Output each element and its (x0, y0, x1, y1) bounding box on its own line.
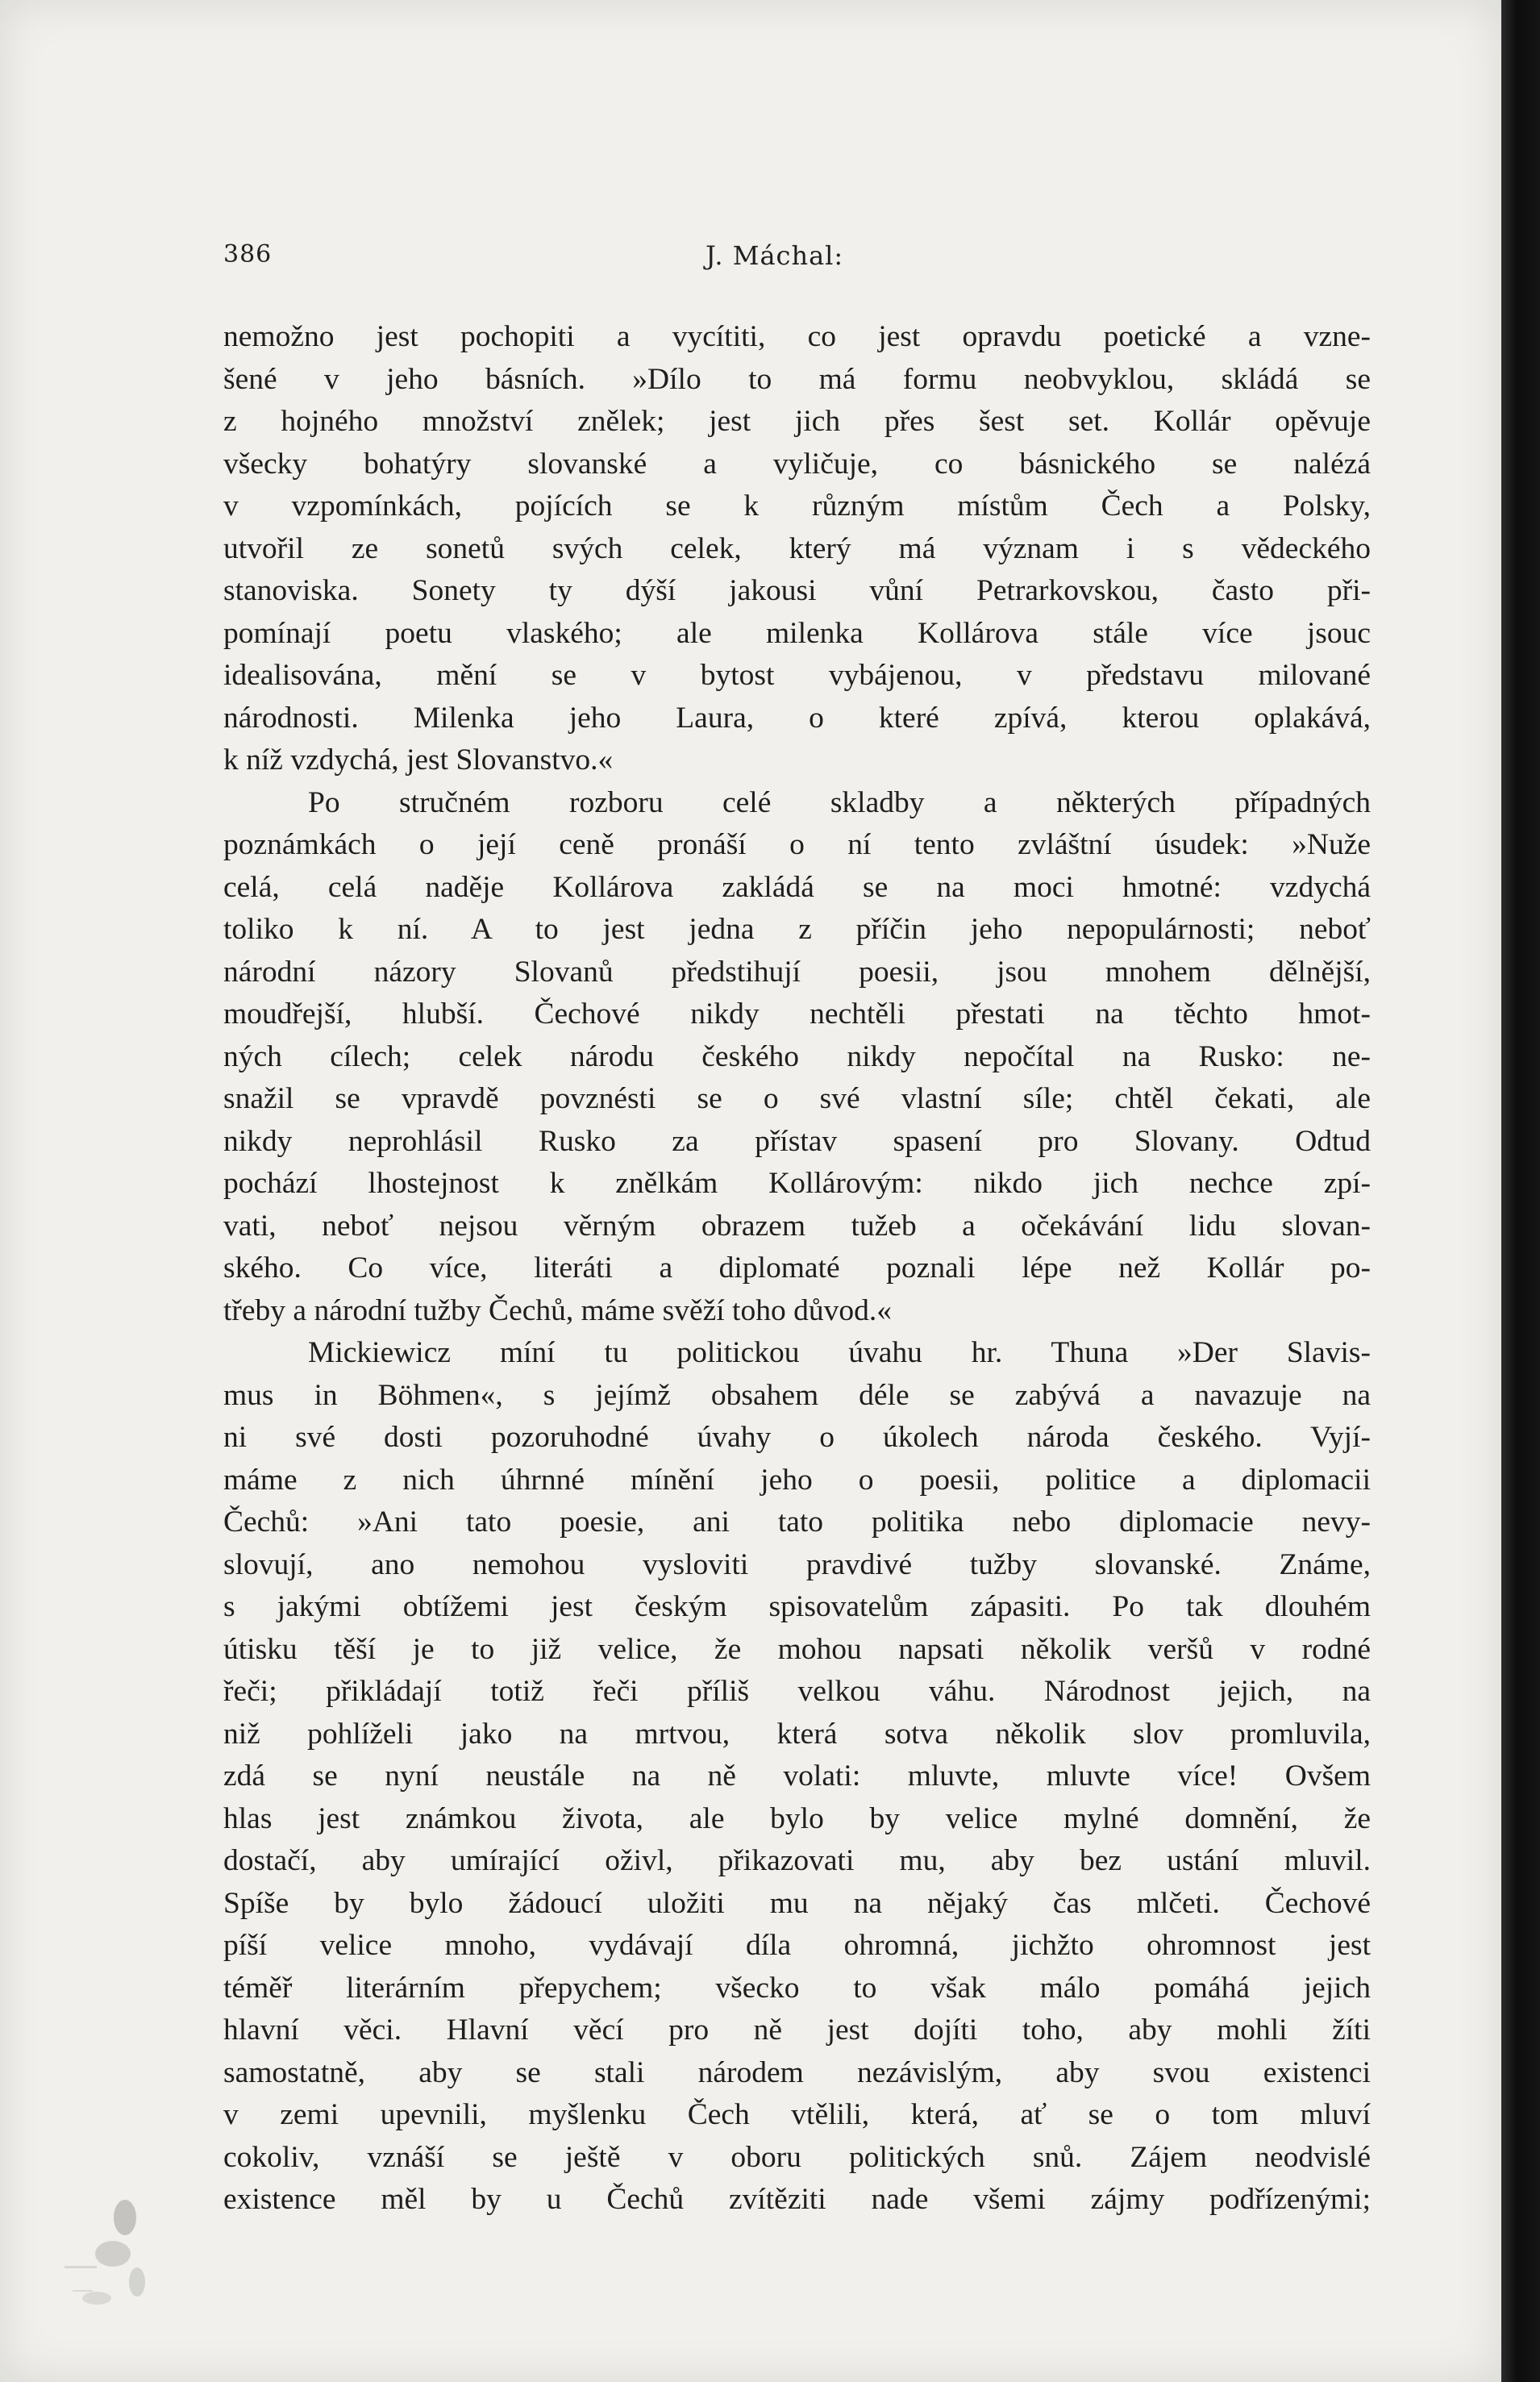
text-line: poznámkách o její ceně pronáší o ní tento zvláštní úsudek: »Nuže (223, 828, 1371, 861)
text-line: hlavní věci. Hlavní věcí pro ně jest dojíti toho, aby mohli žíti (223, 2013, 1371, 2047)
text-line: máme z nich úhrnné mínění jeho o poesii, politice a diplomacii (223, 1463, 1371, 1497)
text-line: národní názory Slovanů předstihují poesii, jsou mnohem dělnější, (223, 955, 1371, 989)
running-head: J. Máchal: (705, 240, 844, 271)
text-line: snažil se vpravdě povznésti se o své vlastní síle; chtěl čekati, ale (223, 1082, 1371, 1115)
text-line: existence měl by u Čechů zvítěziti nade všemi zájmy podřízenými; (223, 2183, 1371, 2216)
text-line: k níž vzdychá, jest Slovanstvo.« (223, 743, 614, 777)
text-line: z hojného množství znělek; jest jich přes šest set. Kollár opěvuje (223, 405, 1371, 438)
text-line: téměř literárním přepychem; všecko to však málo pomáhá jejich (223, 1971, 1371, 2005)
text-line: samostatně, aby se stali národem nezávislým, aby svou existenci (223, 2055, 1371, 2089)
text-line: všecky bohatýry slovanské a vyličuje, co básnického se nalézá (223, 447, 1371, 481)
body-text (223, 316, 1371, 2222)
text-line: idealisována, mění se v bytost vybájenou, v představu milované (223, 659, 1371, 692)
text-line: zdá se nyní neustále na ně volati: mluvte, mluvte více! Ovšem (223, 1759, 1371, 1793)
text-line: dostačí, aby umírající oživl, přikazovati mu, aby bez ustání mluvil. (223, 1844, 1371, 1877)
text-line: Čechů: »Ani tato poesie, ani tato politika nebo diplomacie nevy- (223, 1505, 1371, 1539)
text-line: třeby a národní tužby Čechů, máme svěží toho důvod.« (223, 1293, 892, 1327)
text-line: niž pohlíželi jako na mrtvou, která sotva několik slov promluvila, (223, 1717, 1371, 1751)
page-number: 386 (223, 240, 273, 269)
text-line: útisku těší je to již velice, že mohou napsati několik veršů v rodné (223, 1632, 1371, 1666)
text-line: toliko k ní. A to jest jedna z příčin jeho nepopulárnosti; neboť (223, 913, 1371, 946)
text-line: s jakými obtížemi jest českým spisovatelům zápasiti. Po tak dlouhém (223, 1590, 1371, 1623)
text-line: Po stručném rozboru celé skladby a některých případných (308, 785, 1371, 819)
text-line: ského. Co více, literáti a diplomaté poznali lépe než Kollár po- (223, 1251, 1371, 1285)
page-header (223, 240, 1371, 279)
text-line: nikdy neprohlásil Rusko za přístav spasení pro Slovany. Odtud (223, 1124, 1371, 1158)
text-line: vati, neboť nejsou věrným obrazem tužeb a očekávání lidu slovan- (223, 1209, 1371, 1243)
text-line: pochází lhostejnost k znělkám Kollárovým: nikdo jich nechce zpí- (223, 1167, 1371, 1200)
text-line: pomínají poetu vlaského; ale milenka Kollárova stále více jsouc (223, 616, 1371, 650)
text-line: nemožno jest pochopiti a vycítiti, co jest opravdu poetické a vzne- (223, 320, 1371, 353)
text-line: ných cílech; celek národu českého nikdy nepočítal na Rusko: ne- (223, 1039, 1371, 1073)
text-line: cokoliv, vznáší se ještě v oboru politických snů. Zájem neodvislé (223, 2140, 1371, 2174)
text-line: Mickiewicz míní tu politickou úvahu hr. Thuna »Der Slavis- (308, 1336, 1371, 1369)
text-line: řeči; přikládají totiž řeči příliš velkou váhu. Národnost jejich, na (223, 1675, 1371, 1708)
text-line: národnosti. Milenka jeho Laura, o které zpívá, kterou oplakává, (223, 701, 1371, 735)
text-line: Spíše by bylo žádoucí uložiti mu na nějaký čas mlčeti. Čechové (223, 1886, 1371, 1920)
text-line: celá, celá naděje Kollárova zakládá se na moci hmotné: vzdychá (223, 870, 1371, 904)
text-line: mus in Böhmen«, s jejímž obsahem déle se zabývá a navazuje na (223, 1378, 1371, 1412)
scan-right-edge (1501, 0, 1540, 2382)
text-line: v zemi upevnili, myšlenku Čech vtělili, která, ať se o tom mluví (223, 2098, 1371, 2131)
text-line: slovují, ano nemohou vysloviti pravdivé tužby slovanské. Známe, (223, 1547, 1371, 1581)
text-line: stanoviska. Sonety ty dýší jakousi vůní Petrarkovskou, často při- (223, 574, 1371, 607)
text-line: hlas jest známkou života, ale bylo by velice mylné domnění, že (223, 1801, 1371, 1835)
text-line: utvořil ze sonetů svých celek, který má význam i s vědeckého (223, 531, 1371, 565)
text-line: v vzpomínkách, pojících se k různým místům Čech a Polsky, (223, 489, 1371, 523)
ink-smudge-icon (48, 2169, 177, 2330)
text-line: šené v jeho básních. »Dílo to má formu neobvyklou, skládá se (223, 362, 1371, 396)
text-line: ni své dosti pozoruhodné úvahy o úkolech národa českého. Vyjí- (223, 1421, 1371, 1454)
text-line: píší velice mnoho, vydávají díla ohromná, jichžto ohromnost jest (223, 1929, 1371, 1962)
text-line: moudřejší, hlubší. Čechové nikdy nechtěli přestati na těchto hmot- (223, 997, 1371, 1031)
